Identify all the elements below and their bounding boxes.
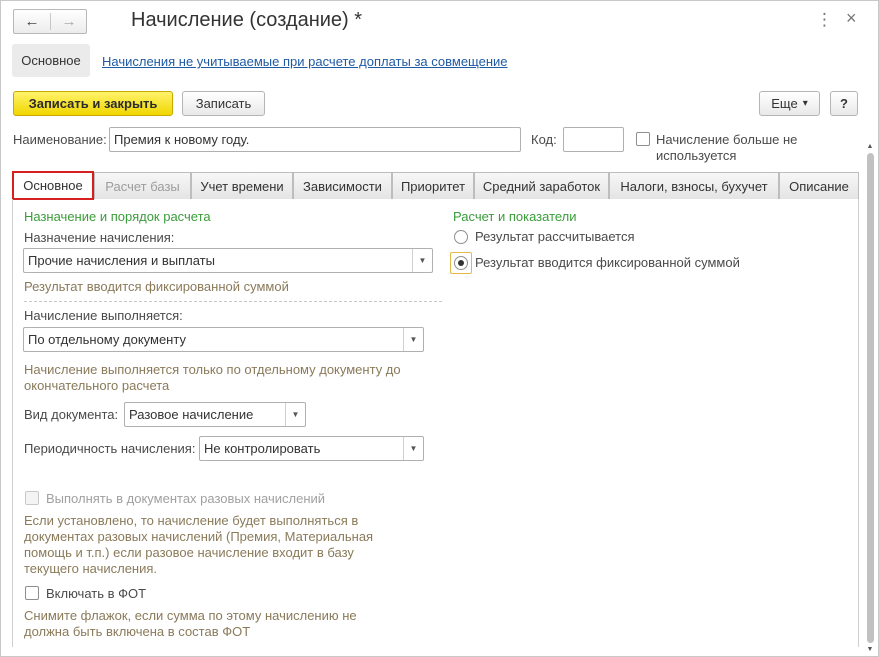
code-field[interactable] — [563, 127, 624, 152]
window-title: Начисление (создание) * — [131, 9, 363, 31]
nav-buttons — [13, 9, 87, 34]
one-time-label: Выполнять в документах разовых начислений — [46, 491, 326, 506]
scroll-down-icon[interactable]: ▼ — [866, 645, 874, 653]
execution-label: Начисление выполняется: — [24, 308, 183, 323]
close-icon[interactable]: × — [846, 8, 857, 28]
forward-button[interactable] — [51, 10, 87, 33]
tab-average-earnings[interactable]: Средний заработок — [474, 172, 609, 199]
save-and-close-button[interactable]: Записать и закрыть — [13, 91, 173, 116]
radio-result-fixed[interactable] — [454, 256, 468, 270]
tab-base-calculation[interactable]: Расчет базы — [94, 172, 191, 199]
purpose-select[interactable] — [23, 248, 433, 273]
name-field[interactable]: Премия к новому году. — [109, 127, 521, 152]
radio-selected-dot — [458, 260, 464, 266]
dropdown-arrow-icon[interactable]: ▼ — [285, 403, 305, 426]
doc-type-select-value: Разовое начисление — [129, 407, 254, 422]
one-time-hint-line1: Если установлено, то начисление будет выполняться в — [24, 513, 359, 528]
periodicity-label: Периодичность начисления: — [24, 441, 196, 456]
fot-label: Включать в ФОТ — [46, 586, 147, 601]
purpose-hint: Результат вводится фиксированной суммой — [24, 279, 289, 294]
dropdown-arrow-icon[interactable]: ▼ — [412, 249, 432, 272]
not-used-label-line2: используется — [656, 148, 737, 163]
name-label: Наименование: — [13, 132, 107, 147]
divider — [24, 301, 442, 302]
tab-time-accounting[interactable]: Учет времени — [191, 172, 293, 199]
not-used-label — [656, 132, 797, 164]
subnav-link-excluded-accruals[interactable]: Начисления не учитываемые при расчете доплаты за совмещение — [102, 54, 508, 69]
fot-hint-line1: Снимите флажок, если сумма по этому начислению не — [24, 608, 357, 623]
back-button[interactable] — [14, 10, 50, 33]
fot-hint — [24, 608, 357, 640]
tab-description[interactable]: Описание — [779, 172, 859, 199]
group-title-calculation: Расчет и показатели — [453, 209, 577, 224]
tab-priority[interactable]: Приоритет — [392, 172, 474, 199]
scroll-up-icon[interactable]: ▲ — [866, 142, 874, 150]
periodicity-select-value: Не контролировать — [204, 441, 321, 456]
chevron-down-icon: ▾ — [802, 98, 808, 109]
help-button[interactable]: ? — [830, 91, 858, 116]
arrow-left-icon: ← — [24, 13, 40, 30]
doc-type-label: Вид документа: — [24, 407, 119, 422]
purpose-label: Назначение начисления: — [24, 230, 175, 245]
execution-select[interactable] — [23, 327, 424, 352]
more-button[interactable] — [759, 91, 820, 116]
more-button-label: Еще — [771, 96, 798, 111]
purpose-select-value: Прочие начисления и выплаты — [28, 253, 215, 268]
one-time-hint — [24, 513, 373, 577]
scrollbar-thumb[interactable] — [867, 153, 874, 643]
one-time-checkbox[interactable] — [25, 491, 39, 505]
not-used-label-line1: Начисление больше не — [656, 132, 798, 147]
doc-type-select[interactable] — [124, 402, 306, 427]
tab-strip — [12, 172, 859, 199]
arrow-right-icon: → — [61, 13, 77, 30]
radio-result-fixed-label: Результат вводится фиксированной суммой — [475, 255, 740, 270]
tab-main[interactable]: Основное — [12, 171, 94, 200]
dropdown-arrow-icon[interactable]: ▼ — [403, 328, 423, 351]
execution-hint-line2: окончательного расчета — [24, 378, 170, 393]
fot-checkbox[interactable] — [25, 586, 39, 600]
code-label: Код: — [531, 132, 557, 147]
one-time-hint-line3: помощь и т.п.) если разовое начисление входит в базу — [24, 545, 354, 560]
radio-result-calculated-label: Результат рассчитывается — [475, 229, 635, 244]
not-used-checkbox[interactable] — [636, 132, 650, 146]
tab-dependencies[interactable]: Зависимости — [293, 172, 392, 199]
one-time-hint-line4: текущего начисления. — [24, 561, 158, 576]
dropdown-arrow-icon[interactable]: ▼ — [403, 437, 423, 460]
periodicity-select[interactable] — [199, 436, 424, 461]
one-time-hint-line2: документах разовых начислений (Премия, Материальная — [24, 529, 374, 544]
subnav-main[interactable]: Основное — [12, 44, 90, 77]
execution-hint-line1: Начисление выполняется только по отдельному документу до — [24, 362, 401, 377]
save-button[interactable]: Записать — [182, 91, 265, 116]
fot-hint-line2: должна быть включена в состав ФОТ — [24, 624, 251, 639]
execution-hint — [24, 362, 401, 394]
more-actions-icon[interactable]: ⋮ — [816, 10, 833, 29]
radio-result-calculated[interactable] — [454, 230, 468, 244]
group-title-purpose: Назначение и порядок расчета — [24, 209, 211, 224]
tab-taxes-contributions[interactable]: Налоги, взносы, бухучет — [609, 172, 779, 199]
execution-select-value: По отдельному документу — [28, 332, 186, 347]
